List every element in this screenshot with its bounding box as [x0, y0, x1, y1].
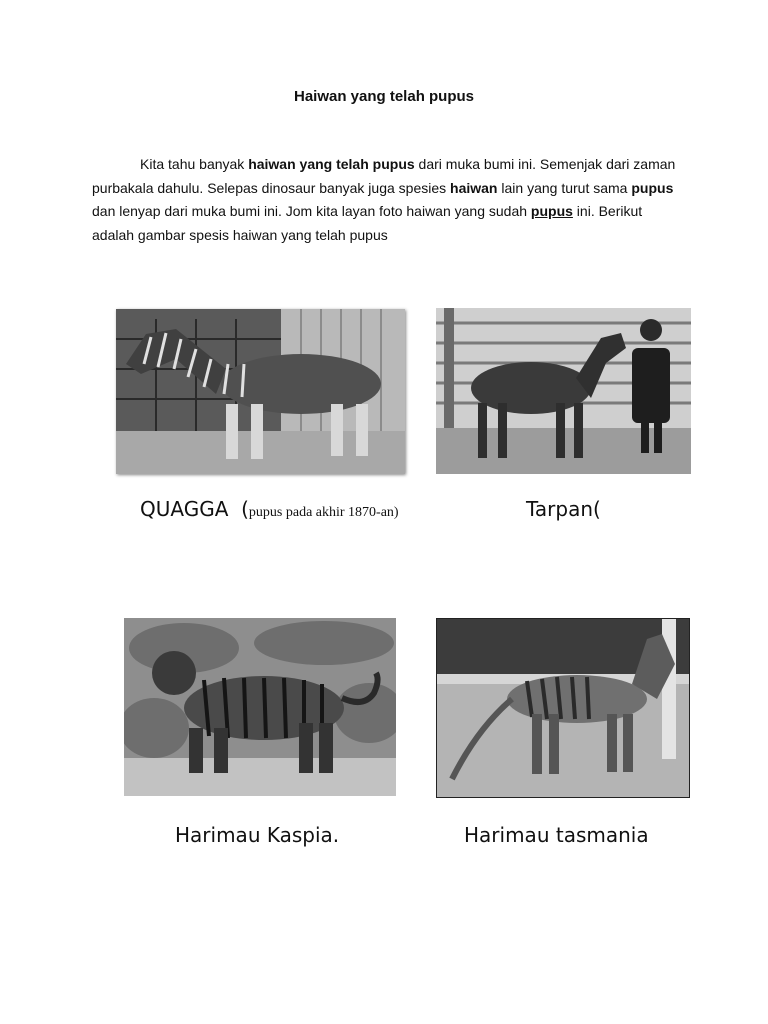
quagga-photo	[116, 309, 405, 474]
caspian-tiger-caption: Harimau Kaspia.	[175, 823, 340, 847]
tasmanian-tiger-photo	[436, 618, 690, 798]
tarpan-caption: Tarpan(	[526, 497, 601, 521]
quagga-extinction-note: pupus pada akhir 1870-an)	[248, 505, 399, 520]
tarpan-photo	[436, 308, 691, 474]
page-title: Haiwan yang telah pupus	[293, 88, 475, 105]
tasmanian-tiger-caption: Harimau tasmania	[464, 823, 649, 847]
caspian-tiger-photo	[124, 618, 396, 796]
quagga-caption: QUAGGA (pupus pada akhir 1870-an)	[140, 497, 399, 521]
intro-paragraph: Kita tahu banyak haiwan yang telah pupus dari muka bumi ini. Semenjak dari zaman purbakala dahulu. Selepas dinosaur banyak juga spesies haiwan lain yang turut sama pupus dan lenyap dari muka bumi ini. Jom kita layan foto haiwan yang sudah pupus ini. Berikut adalah gambar spesis haiwan yang telah pupus	[92, 156, 676, 243]
